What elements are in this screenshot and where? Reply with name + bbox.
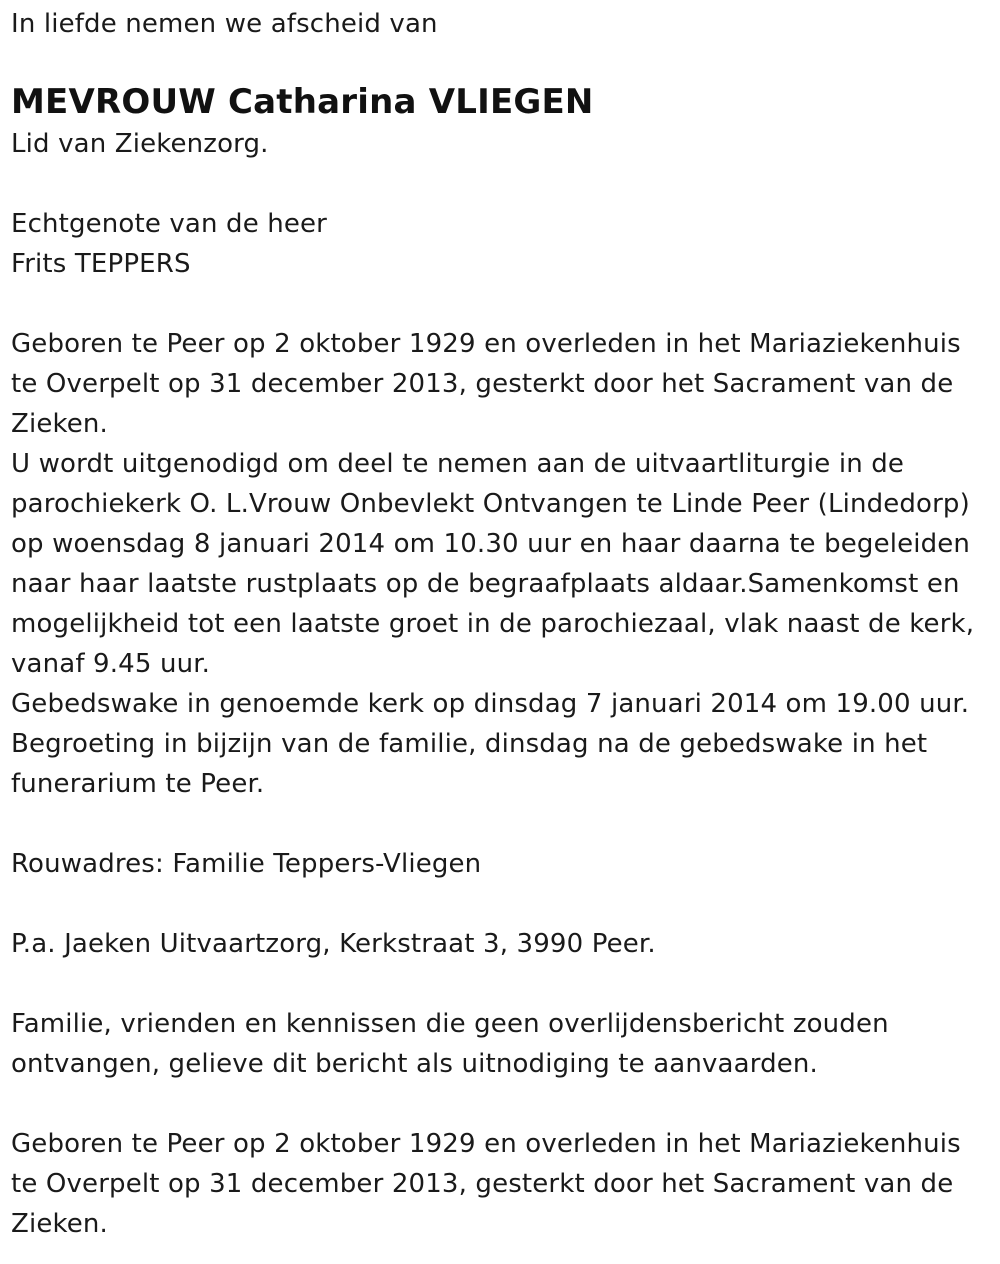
paragraph-line: naar haar laatste rustplaats op de begraafplaats aldaar.Samenkomst en xyxy=(11,569,960,599)
mourning-address: Rouwadres: Familie Teppers-Vliegen xyxy=(11,849,482,879)
paragraph-line: Begroeting in bijzijn van de familie, dinsdag na de gebedswake in het xyxy=(11,729,928,759)
spacer xyxy=(11,164,991,204)
spouse-block xyxy=(11,204,991,284)
spacer xyxy=(11,884,991,924)
paragraph-line: U wordt uitgenodigd om deel te nemen aan de uitvaartliturgie in de xyxy=(11,449,905,479)
paragraph-line: mogelijkheid tot een laatste groet in de parochiezaal, vlak naast de kerk, xyxy=(11,609,975,639)
paragraph-line: vanaf 9.45 uur. xyxy=(11,649,211,679)
paragraph-line: Geboren te Peer op 2 oktober 1929 en overleden in het Mariaziekenhuis xyxy=(11,329,961,359)
spacer xyxy=(11,1084,991,1124)
spacer xyxy=(11,964,991,1004)
paragraph-line: funerarium te Peer. xyxy=(11,769,265,799)
spacer xyxy=(11,284,991,324)
obituary-document xyxy=(11,4,991,1244)
paragraph-line: Familie, vrienden en kennissen die geen overlijdensbericht zouden xyxy=(11,1009,889,1039)
spouse-line: Echtgenote van de heer xyxy=(11,209,328,239)
invitation-note xyxy=(11,1004,991,1084)
paragraph-line: te Overpelt op 31 december 2013, gesterkt door het Sacrament van de xyxy=(11,369,954,399)
paragraph-line: parochiekerk O. L.Vrouw Onbevlekt Ontvangen te Linde Peer (Lindedorp) xyxy=(11,489,970,519)
paragraph-line: Gebedswake in genoemde kerk op dinsdag 7 januari 2014 om 19.00 uur. xyxy=(11,689,970,719)
deceased-name-heading: MEVROUW Catharina VLIEGEN xyxy=(11,82,594,122)
title-wrapper xyxy=(11,44,991,124)
paragraph-line: te Overpelt op 31 december 2013, gesterkt door het Sacrament van de xyxy=(11,1169,954,1199)
spouse-line: Frits TEPPERS xyxy=(11,249,191,279)
paragraph-line: Zieken. xyxy=(11,409,108,439)
funeral-home-address: P.a. Jaeken Uitvaartzorg, Kerkstraat 3, 3990 Peer. xyxy=(11,929,656,959)
paragraph-line: op woensdag 8 januari 2014 om 10.30 uur en haar daarna te begeleiden xyxy=(11,529,971,559)
funeral-paragraph xyxy=(11,444,991,804)
intro-text: In liefde nemen we afscheid van xyxy=(11,9,438,39)
spacer xyxy=(11,804,991,844)
membership-text: Lid van Ziekenzorg. xyxy=(11,129,269,159)
birth-death-paragraph xyxy=(11,324,991,444)
birth-death-paragraph-repeat xyxy=(11,1124,991,1244)
paragraph-line: ontvangen, gelieve dit bericht als uitnodiging te aanvaarden. xyxy=(11,1049,818,1079)
paragraph-line: Zieken. xyxy=(11,1209,108,1239)
paragraph-line: Geboren te Peer op 2 oktober 1929 en overleden in het Mariaziekenhuis xyxy=(11,1129,961,1159)
